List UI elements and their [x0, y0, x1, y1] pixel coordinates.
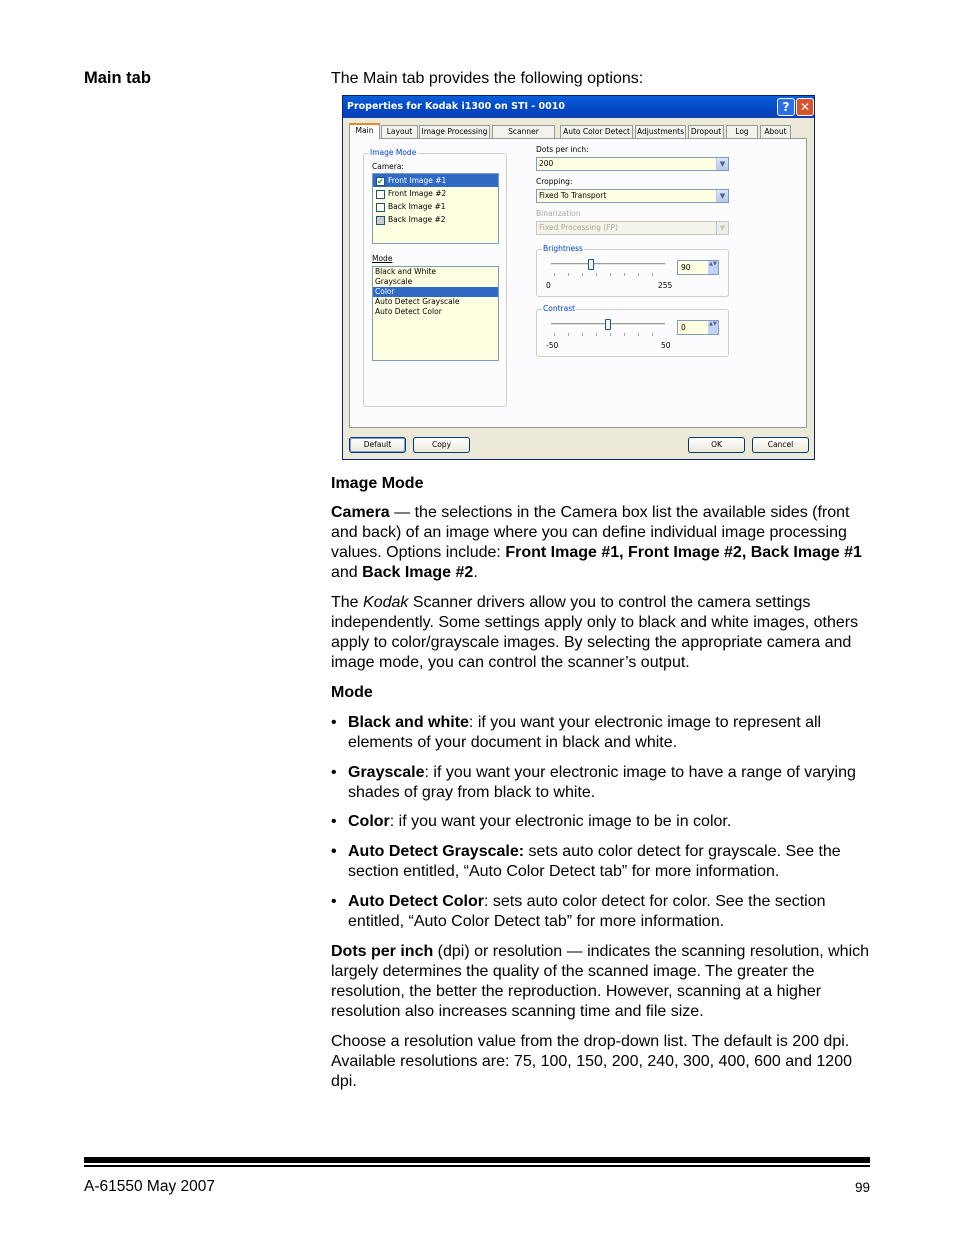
slider-tick — [568, 273, 569, 276]
checkbox-icon[interactable] — [376, 190, 385, 199]
camera-item-front-2[interactable] — [373, 187, 498, 200]
camera-item-label: Front Image #1 — [388, 176, 447, 185]
close-button[interactable]: ✕ — [796, 98, 814, 116]
camera-item-label: Back Image #2 — [388, 215, 446, 224]
camera-listbox[interactable] — [372, 173, 499, 244]
binarization-dropdown — [536, 221, 729, 235]
contrast-legend: Contrast — [543, 304, 576, 313]
kodak-paragraph — [331, 593, 871, 673]
contrast-spinbox[interactable] — [677, 320, 719, 335]
tab-adjustments[interactable]: Adjustments — [635, 125, 686, 138]
contrast-max: 50 — [661, 341, 671, 350]
slider-tick — [610, 333, 611, 336]
mode-listbox[interactable] — [372, 266, 499, 361]
slider-tick — [554, 333, 555, 336]
camera-text: — the selections in the Camera box list the available sides (front and back) of an image where you can define individual image processing values. Options include: — [331, 504, 850, 561]
dpi-label: Dots per inch: — [536, 145, 589, 154]
bullet-term: Black and white — [348, 714, 469, 731]
camera-item-back-1[interactable] — [373, 200, 498, 213]
bullet-text: sets auto color detect for grayscale. See the section entitled, “Auto Color Detect tab” for more information. — [348, 843, 841, 880]
bullet-icon: • — [331, 843, 337, 860]
bullet-black-and-white — [331, 713, 871, 753]
ok-button[interactable]: OK — [688, 437, 745, 453]
properties-dialog — [342, 95, 815, 460]
image-mode-heading: Image Mode — [331, 475, 424, 492]
tab-image-processing[interactable]: Image Processing — [419, 125, 490, 138]
brightness-spinbox[interactable] — [677, 260, 719, 275]
bullet-term: Color — [348, 813, 390, 830]
mode-item[interactable]: Black and White — [375, 267, 436, 276]
slider-tick — [596, 333, 597, 336]
slider-tick — [652, 333, 653, 336]
camera-options-last: Back Image #2 — [362, 564, 474, 581]
help-button[interactable]: ? — [777, 98, 795, 116]
cropping-value: Fixed To Transport — [539, 191, 607, 200]
kodak-text: Scanner drivers allow you to control the camera settings independently. Some settings apply only to black and white images, others apply to color/grayscale images. By selecting the appropriate camera and image mode, you can control the scanner’s output. — [331, 594, 859, 671]
camera-item-back-2[interactable] — [373, 213, 498, 226]
camera-options: Front Image #1, Front Image #2, Back Image #1 — [505, 544, 862, 561]
camera-and: and — [331, 564, 363, 581]
bullet-auto-detect-color — [331, 892, 871, 932]
dialog-title: Properties for Kodak i1300 on STI - 0010 — [347, 101, 565, 112]
brightness-slider-track[interactable] — [551, 263, 665, 266]
dpi-value: 200 — [539, 159, 554, 168]
bullet-icon: • — [331, 764, 337, 781]
image-mode-group — [363, 148, 507, 407]
dialog-titlebar — [343, 96, 814, 118]
slider-tick — [638, 273, 639, 276]
brightness-slider-thumb[interactable] — [588, 259, 594, 270]
camera-term: Camera — [331, 504, 390, 521]
contrast-min: -50 — [546, 341, 559, 350]
dpi-text: (dpi) or resolution — indicates the scanning resolution, which largely determines the quality of the scanned image. The greater the resolution, the better the reproduction. However, scanning at a higher resolution also increases scanning time and file size. — [331, 943, 870, 1020]
slider-tick — [582, 333, 583, 336]
tab-main[interactable]: Main — [349, 123, 380, 139]
slider-tick — [610, 273, 611, 276]
slider-tick — [568, 333, 569, 336]
footer-doc-id: A-61550 May 2007 — [84, 1178, 215, 1195]
camera-end: . — [473, 564, 478, 581]
check-icon[interactable]: ✔ — [377, 176, 384, 186]
brightness-min: 0 — [546, 281, 551, 290]
chevron-down-icon[interactable]: ▼ — [716, 158, 728, 170]
brightness-max: 255 — [658, 281, 673, 290]
footer-rule — [84, 1157, 870, 1163]
camera-label: Camera: — [372, 162, 404, 171]
mode-heading: Mode — [331, 684, 373, 701]
slider-tick — [596, 273, 597, 276]
tab-about[interactable]: About — [760, 125, 791, 138]
contrast-value: 0 — [681, 323, 686, 332]
brightness-group — [536, 244, 729, 297]
chevron-down-icon: ▼ — [716, 222, 728, 234]
bullet-color — [331, 812, 871, 832]
mode-item[interactable]: Auto Detect Grayscale — [375, 297, 460, 306]
bullet-term: Auto Detect Grayscale: — [348, 843, 525, 860]
brightness-legend: Brightness — [543, 244, 583, 253]
spin-arrows-icon[interactable]: ▲▼ — [708, 321, 718, 334]
bullet-text: : if you want your electronic image to have a range of varying shades of gray from black to white. — [348, 764, 856, 801]
bullet-text: : if you want your electronic image to be in color. — [389, 813, 732, 830]
bullet-icon: • — [331, 714, 337, 731]
bullet-text: : sets auto color detect for color. See the section entitled, “Auto Color Detect tab” for more information. — [348, 893, 826, 930]
slider-tick — [624, 333, 625, 336]
cropping-dropdown[interactable] — [536, 189, 729, 203]
intro-text: The Main tab provides the following options: — [331, 70, 644, 87]
camera-item-front-1[interactable] — [373, 174, 498, 187]
tab-auto-color-detect[interactable]: Auto Color Detect — [560, 125, 633, 138]
contrast-group — [536, 304, 729, 357]
slider-tick — [652, 273, 653, 276]
mode-label: Mode — [372, 254, 393, 263]
mode-item[interactable]: Grayscale — [375, 277, 413, 286]
bullet-icon: • — [331, 893, 337, 910]
slider-tick — [624, 273, 625, 276]
binarization-value: Fixed Processing (FP) — [539, 223, 618, 232]
section-title: Main tab — [84, 69, 151, 87]
kodak-pre: The — [331, 594, 364, 611]
kodak-brand: Kodak — [363, 594, 409, 611]
resolution-paragraph: Choose a resolution value from the drop-down list. The default is 200 dpi. Available resolutions are: 75, 100, 150, 200, 240, 300, 400, 600 and 1200 dpi. — [331, 1033, 852, 1090]
bullet-text: : if you want your electronic image to represent all elements of your document in black and white. — [348, 714, 822, 751]
contrast-slider-thumb[interactable] — [605, 319, 611, 330]
bullet-term: Auto Detect Color — [348, 893, 484, 910]
camera-paragraph — [331, 503, 871, 583]
binarization-label: Binarization — [536, 209, 581, 218]
bullet-term: Grayscale — [348, 764, 425, 781]
checkbox-icon[interactable] — [376, 203, 385, 212]
image-mode-legend: Image Mode — [370, 148, 417, 157]
mode-item-selected[interactable]: Color — [373, 287, 498, 297]
tab-log[interactable]: Log — [726, 125, 758, 138]
slider-tick — [582, 273, 583, 276]
page-number: 99 — [854, 1180, 870, 1195]
spin-arrows-icon[interactable]: ▲▼ — [708, 261, 718, 274]
dpi-term: Dots per inch — [331, 943, 434, 960]
dpi-dropdown[interactable] — [536, 157, 729, 171]
camera-item-label: Front Image #2 — [388, 189, 447, 198]
bullet-grayscale — [331, 763, 871, 803]
camera-item-label: Back Image #1 — [388, 202, 446, 211]
brightness-value: 90 — [681, 263, 691, 272]
bullet-icon: • — [331, 813, 337, 830]
chevron-down-icon[interactable]: ▼ — [716, 190, 728, 202]
copy-button[interactable]: Copy — [413, 437, 470, 453]
footer-rule-thin — [84, 1165, 870, 1167]
bullet-auto-detect-grayscale — [331, 842, 871, 882]
slider-tick — [638, 333, 639, 336]
tab-dropout[interactable]: Dropout — [688, 125, 724, 138]
dpi-paragraph — [331, 942, 871, 1022]
main-tab-panel — [349, 138, 807, 428]
slider-tick — [554, 273, 555, 276]
mode-item[interactable]: Auto Detect Color — [375, 307, 442, 316]
tab-scanner[interactable]: Scanner — [492, 125, 555, 138]
cropping-label: Cropping: — [536, 177, 573, 186]
checkbox-icon[interactable] — [376, 216, 385, 225]
cancel-button[interactable]: Cancel — [752, 437, 809, 453]
default-button[interactable]: Default — [349, 437, 406, 453]
tab-layout[interactable]: Layout — [381, 125, 418, 138]
